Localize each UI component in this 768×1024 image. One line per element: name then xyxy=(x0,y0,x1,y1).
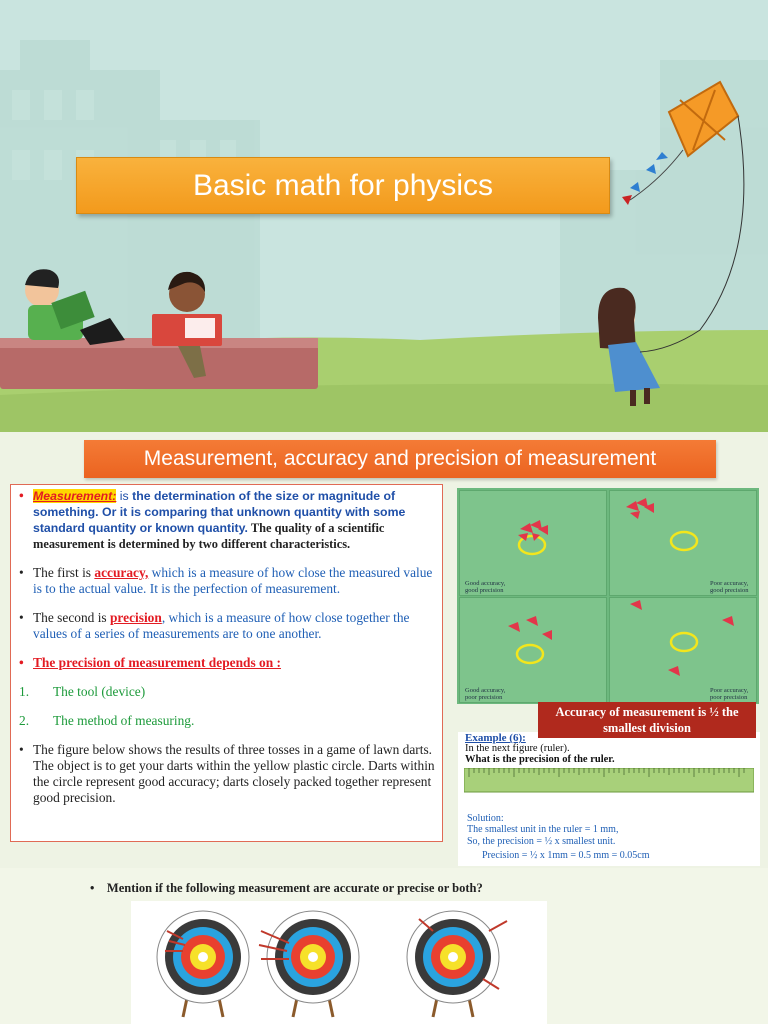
caption-line: good precision xyxy=(710,587,749,594)
caption-poor-good xyxy=(710,580,748,594)
accuracy-note: Accuracy of measurement is ½ the smallest division xyxy=(538,702,756,738)
precision-definition: , which is a measure of how close together the values of a series of measurements are to one another. xyxy=(33,610,410,641)
target-panel-good-poor xyxy=(459,597,607,703)
numbered-item-1 xyxy=(19,684,436,700)
target-panel-good-good xyxy=(459,490,607,596)
illustration-background xyxy=(0,0,768,432)
bullet-dot: • xyxy=(19,742,24,757)
term-measurement: Measurement: xyxy=(33,489,117,503)
item-number: 1. xyxy=(19,684,30,699)
text-is: is xyxy=(116,489,133,503)
term-precision: precision xyxy=(109,610,162,625)
caption-line: Poor accuracy, xyxy=(710,580,749,587)
slide-title: Basic math for physics xyxy=(76,157,610,214)
bullet-figure xyxy=(19,742,436,806)
accuracy-intro: The first is xyxy=(33,565,95,580)
accuracy-definition: which is a measure of how close the measured value is to the actual value. It is the perfection of measurement. xyxy=(33,565,433,596)
measurement-quality: The quality of a scientific measurement is determined by two different characteristics. xyxy=(33,521,385,551)
section-heading: Measurement, accuracy and precision of measurement xyxy=(84,440,716,478)
bullet-dot: • xyxy=(90,881,107,895)
target-1 xyxy=(157,911,249,1017)
target-panel-poor-good xyxy=(609,490,757,596)
numbered-item-2 xyxy=(19,713,436,729)
item-number: 2. xyxy=(19,713,30,728)
caption-line: good precision xyxy=(465,587,504,594)
term-accuracy: accuracy, xyxy=(94,565,149,580)
bullet-precision xyxy=(19,610,436,642)
solution-line3: Precision = ½ x 1mm = 0.5 mm = 0.05cm xyxy=(482,850,650,861)
precision-depends-heading: The precision of measurement depends on : xyxy=(33,655,281,670)
target-3 xyxy=(407,911,507,1017)
caption-good-poor xyxy=(465,687,505,701)
example-line2: What is the precision of the ruler. xyxy=(465,754,615,765)
definitions-textbox xyxy=(10,484,443,842)
solution-line1: The smallest unit in the ruler = 1 mm, xyxy=(467,824,619,835)
caption-good-good xyxy=(465,580,505,594)
caption-line: poor precision xyxy=(465,694,503,701)
question-label: Mention if the following measurement are accurate or precise or both? xyxy=(106,881,483,895)
archery-targets-figure xyxy=(131,901,547,1024)
bullet-depends xyxy=(19,655,436,671)
archery-targets-icon xyxy=(131,901,547,1024)
solution-label: Solution: xyxy=(467,813,504,824)
measurement-definition: the determination of the size or magnitude of something. Or it is comparing that unknown quantity with some standard quantity or known quantity. xyxy=(33,489,406,535)
bullet-dot: • xyxy=(19,610,24,625)
bullet-dot: • xyxy=(19,655,24,670)
question-slide xyxy=(0,868,768,1024)
bullet-measurement xyxy=(19,488,436,552)
ruler-example xyxy=(458,732,760,866)
ruler-icon xyxy=(464,768,754,794)
example-line1: In the next figure (ruler). xyxy=(465,743,570,754)
bullet-accuracy xyxy=(19,565,436,597)
lawn-darts-figure xyxy=(457,488,759,704)
caption-poor-poor xyxy=(710,687,748,701)
caption-line: Good accuracy, xyxy=(465,687,506,694)
measurement-slide xyxy=(0,432,768,868)
solution-line2: So, the precision = ½ x smallest unit. xyxy=(467,836,616,847)
caption-line: Poor accuracy, xyxy=(710,687,749,694)
example-label: Example (6): xyxy=(465,732,526,744)
bullet-dot: • xyxy=(19,488,24,503)
question-text xyxy=(90,881,483,896)
target-2 xyxy=(259,911,359,1017)
caption-line: poor precision xyxy=(710,694,748,701)
figure-description: The figure below shows the results of three tosses in a game of lawn darts. The object is to get your darts within the yellow plastic circle. Darts within the circle represent good accuracy; darts closely packed together represent good precision. xyxy=(33,742,435,805)
target-panel-poor-poor xyxy=(609,597,757,703)
caption-line: Good accuracy, xyxy=(465,580,506,587)
item-tool: The tool (device) xyxy=(53,684,146,699)
title-slide xyxy=(0,0,768,432)
precision-intro: The second is xyxy=(33,610,110,625)
bullet-dot: • xyxy=(19,565,24,580)
item-method: The method of measuring. xyxy=(53,713,195,728)
